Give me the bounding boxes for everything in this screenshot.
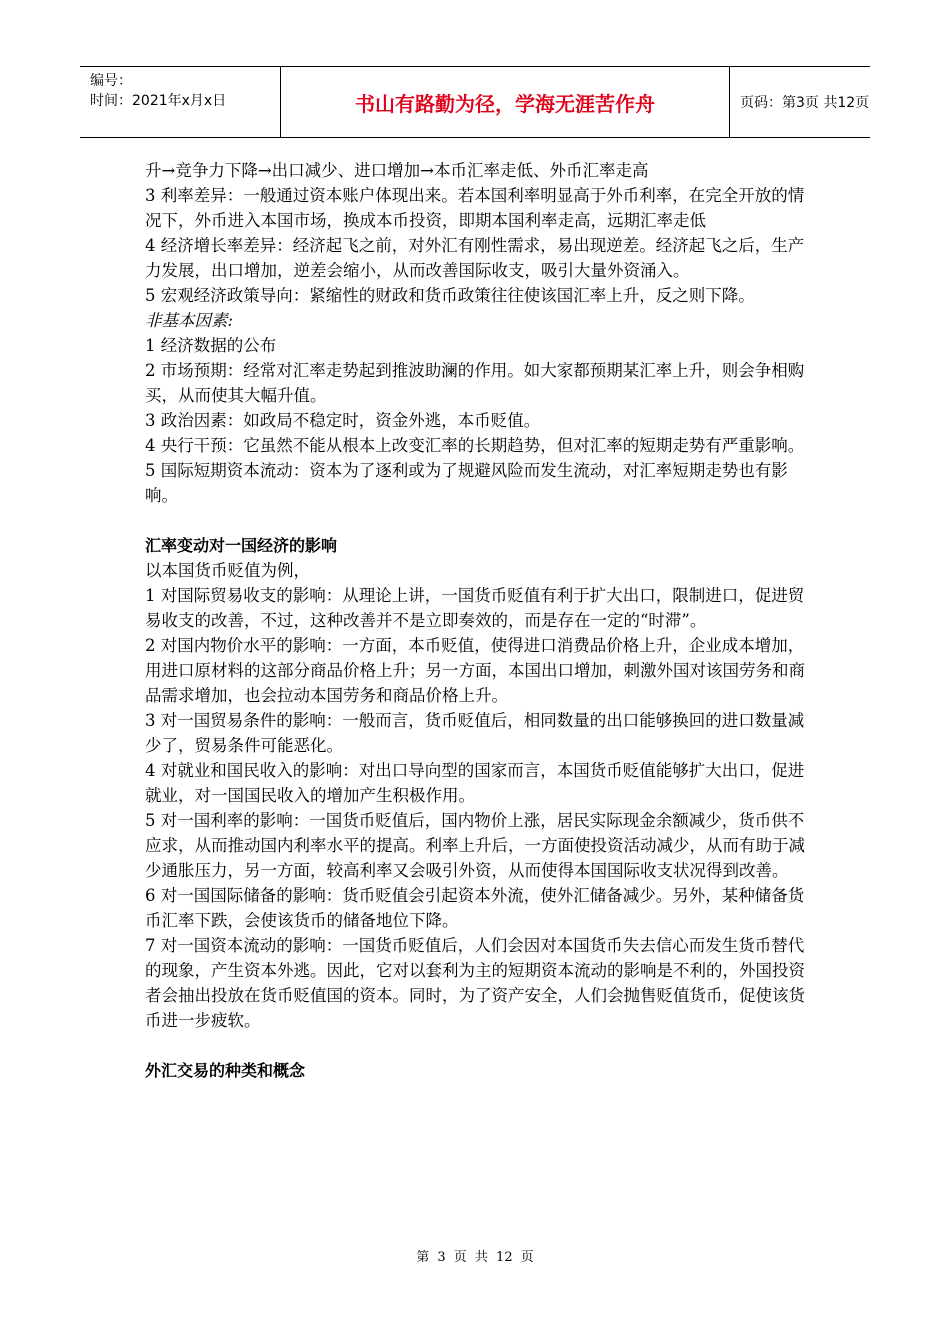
section-heading: 汇率变动对一国经济的影响 bbox=[145, 536, 338, 555]
spacer bbox=[145, 1033, 810, 1058]
page-footer: 第 3 页 共 12 页 bbox=[416, 1250, 534, 1265]
list-item: 1 经济数据的公布 bbox=[145, 336, 277, 355]
sub-heading: 非基本因素: bbox=[145, 311, 234, 330]
list-item: 4 对就业和国民收入的影响：对出口导向型的国家而言，本国货币贬值能够扩大出口，促进就业，对一国国民收入的增加产生积极作用。 bbox=[145, 761, 805, 805]
paragraph: 3 利率差异：一般通过资本账户体现出来。若本国利率明显高于外币利率，在完全开放的情况下，外币进入本国市场，换成本币投资，即期本国利率走高，远期汇率走低 bbox=[145, 186, 805, 230]
paragraph: 4 经济增长率差异：经济起飞之前，对外汇有刚性需求，易出现逆差。经济起飞之后，生产力发展，出口增加，逆差会缩小，从而改善国际收支，吸引大量外资涌入。 bbox=[145, 236, 805, 280]
list-item: 6 对一国国际储备的影响：货币贬值会引起资本外流，使外汇储备减少。另外，某种储备货币汇率下跌，会使该货币的储备地位下降。 bbox=[145, 886, 805, 930]
list-item: 2 对国内物价水平的影响：一方面，本币贬值，使得进口消费品价格上升，企业成本增加，用进口原材料的这部分商品价格上升；另一方面，本国出口增加，刺激外国对该国劳务和商品需求增加，也会拉动本国劳务和商品价格上升。 bbox=[145, 636, 805, 705]
paragraph: 5 宏观经济政策导向：紧缩性的财政和货币政策往往使该国汇率上升，反之则下降。 bbox=[145, 286, 755, 305]
header-motto: 书山有路勤为径，学海无涯苦作舟 bbox=[280, 67, 730, 137]
list-item: 1 对国际贸易收支的影响：从理论上讲，一国货币贬值有利于扩大出口，限制进口，促进贸易收支的改善，不过，这种改善并不是立即奏效的，而是存在一定的“时滞”。 bbox=[145, 586, 805, 630]
list-item: 2 市场预期：经常对汇率走势起到推波助澜的作用。如大家都预期某汇率上升，则会争相购买，从而使其大幅升值。 bbox=[145, 361, 805, 405]
list-item: 5 对一国利率的影响：一国货币贬值后，国内物价上涨，居民实际现金余额减少，货币供不应求，从而推动国内利率水平的提高。利率上升后，一方面使投资活动减少，从而有助于减少通胀压力，另一方面，较高利率又会吸引外资，从而使得本国国际收支状况得到改善。 bbox=[145, 811, 805, 880]
header-page-info: 页码：第3页 共12页 bbox=[740, 95, 870, 111]
page-header bbox=[80, 66, 870, 138]
document-body bbox=[145, 158, 810, 1083]
list-item: 3 对一国贸易条件的影响：一般而言，货币贬值后，相同数量的出口能够换回的进口数量减少了，贸易条件可能恶化。 bbox=[145, 711, 805, 755]
header-meta bbox=[80, 67, 280, 137]
list-item: 4 央行干预：它虽然不能从根本上改变汇率的长期趋势，但对汇率的短期走势有严重影响。 bbox=[145, 436, 805, 455]
list-item: 7 对一国资本流动的影响：一国货币贬值后，人们会因对本国货币失去信心而发生货币替代的现象，产生资本外逃。因此，它对以套利为主的短期资本流动的影响是不利的，外国投资者会抽出投放在货币贬值国的资本。同时，为了资产安全，人们会抛售贬值货币，促使该货币进一步疲软。 bbox=[145, 936, 805, 1030]
time-label: 时间：2021年x月x日 bbox=[90, 93, 227, 109]
paragraph: 以本国货币贬值为例， bbox=[145, 561, 310, 580]
spacer bbox=[145, 508, 810, 533]
list-item: 3 政治因素：如政局不稳定时，资金外逃，本币贬值。 bbox=[145, 411, 541, 430]
paragraph: 升→竞争力下降→出口减少、进口增加→本币汇率走低、外币汇率走高 bbox=[145, 161, 649, 180]
section-heading: 外汇交易的种类和概念 bbox=[145, 1061, 306, 1080]
list-item: 5 国际短期资本流动：资本为了逐利或为了规避风险而发生流动，对汇率短期走势也有影响。 bbox=[145, 461, 788, 505]
number-label: 编号： bbox=[90, 73, 132, 89]
